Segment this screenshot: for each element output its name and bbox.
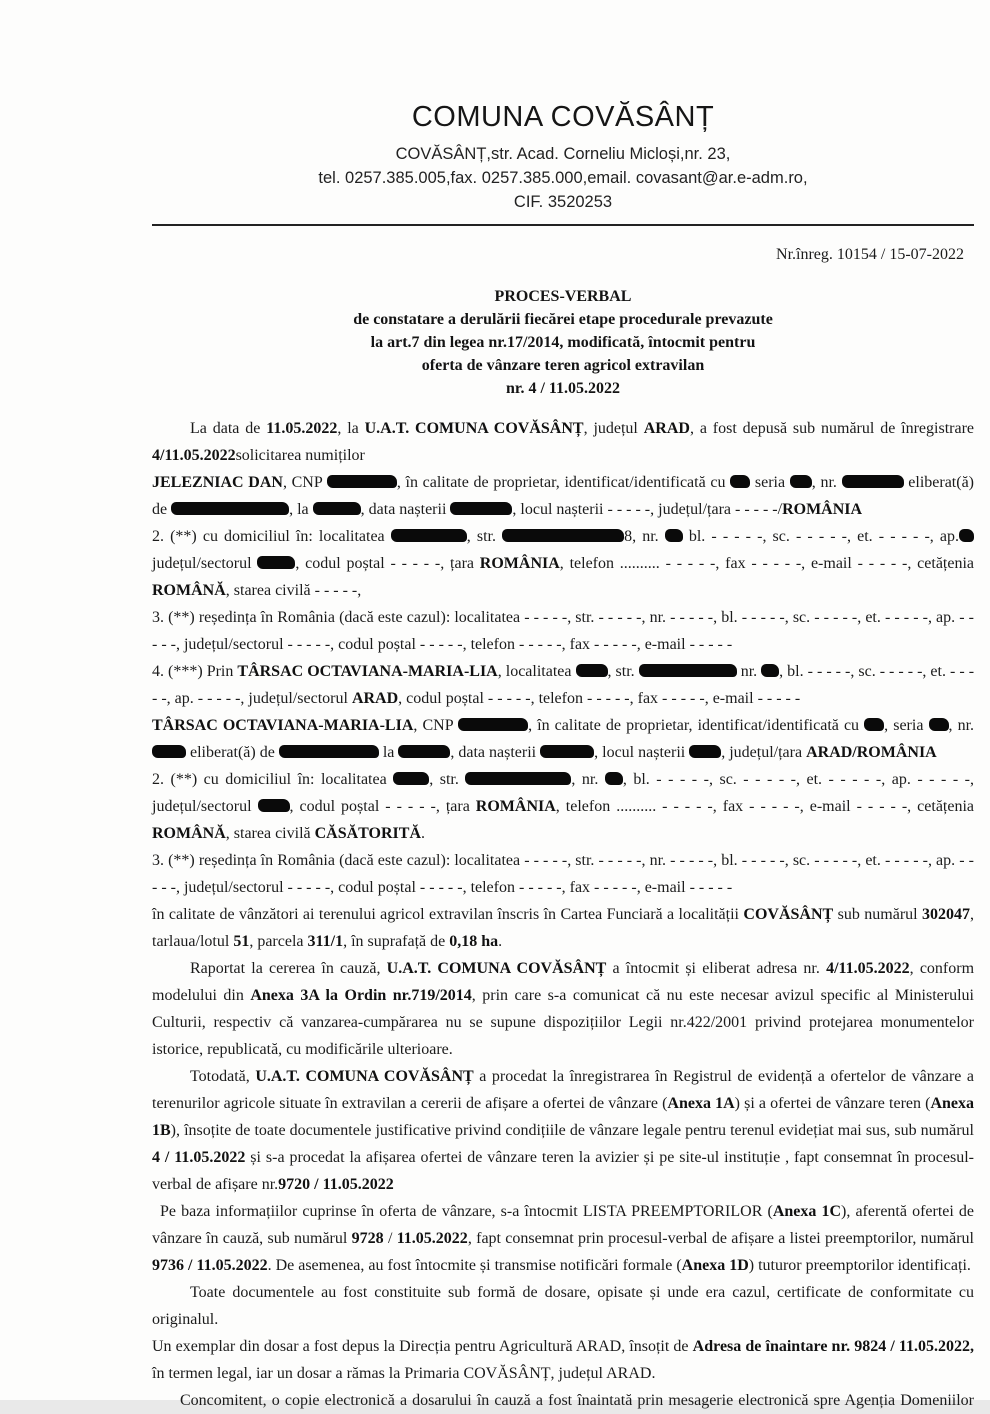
commune-address: COVĂSÂNȚ,str. Acad. Corneliu Micloși,nr. 23, [395,145,731,163]
text-run: , nr. [948,717,975,734]
bold-text-run: 9728 [351,1230,384,1247]
text-run: , CNP [282,474,327,491]
commune-cif: CIF. 3520253 [513,193,613,211]
text-run: în termen legal, iar un dosar a rămas la Primaria COVĂSÂNȚ, județul ARAD. [152,1365,656,1382]
bold-text-run: U.A.T. COMUNA COVĂSÂNȚ [255,1068,474,1085]
text-run: Totodată, [190,1068,256,1085]
title-line-3: la art.7 din legea nr.17/2014, modificată, întocmit pentru [370,334,756,351]
text-run: . [421,825,426,842]
redaction-box [540,745,594,758]
text-run: . [498,933,503,950]
redaction-box [665,529,683,542]
bold-text-run: JELEZNIAC DAN [152,474,283,491]
text-run: în calitate de vânzători ai terenului agricol extravilan înscris în Cartea Funciară a localității [152,906,744,923]
redaction-box [689,745,721,758]
paragraph-proxy [152,658,974,712]
text-run: 3. (**) reședința în România (dacă este cazul): localitatea - - - - -, str. - - - - -, nr. - - - - -, bl. - - - - -, sc. - - - - -, et. - - - - -, ap. - - - - -, județul/sectorul - - - - -, codul poștal - - - - -, telefon - - - - -, fax - - - - -, e-mail - - - - - [152,852,974,896]
title-line-2: de constatare a derulării fiecărei etape procedurale prevazute [353,311,773,328]
bold-text-run: 0,18 ha [449,933,499,950]
text-run: , nr. [811,474,842,491]
text-run: , data nașterii [450,744,541,761]
paragraph-seller2-identity [152,712,974,766]
paragraph-seller1-domicile [152,523,974,604]
redaction-box [458,718,528,731]
text-run: , localitatea [497,663,576,680]
redaction-box [502,529,624,542]
text-run: , bl. - - - - -, sc. - - - - -, et. - - - - -, ap. - - - - -, județul/sectorul [152,771,975,815]
commune-name: COMUNA COVĂSÂNȚ [411,101,715,133]
redaction-box [929,718,949,731]
bold-text-run: CĂSĂTORITĂ [314,825,422,842]
bold-text-run: 9720 / 11.05.2022 [278,1176,394,1193]
text-run: 8, nr. [624,528,665,545]
redaction-box [327,475,397,488]
redaction-box [398,745,450,758]
redaction-box [959,529,974,542]
text-run: , codul poștal - - - - -, telefon - - - - -, fax - - - - -, e-mail - - - - - [398,690,801,707]
text-run: eliberat(ă) de [186,744,279,761]
text-run: eliberat(ă) de [152,474,975,518]
redaction-box [391,529,467,542]
registration-number: Nr.înreg. 10154 / 15-07-2022 [776,246,964,263]
text-run: Pe baza informațiilor cuprinse în oferta de vânzare, s-a întocmit LISTA PREEMPTORILOR ( [160,1203,773,1220]
text-run: , str. [607,663,639,680]
text-run: Un exemplar din dosar a fost depus la Direcția pentru Agricultură ARAD, însoțit de [152,1338,693,1355]
text-run: Toate documentele au fost constituite sub formă de dosare, opisate și unde era cazul, certificate de conformitate cu originalul. [152,1284,974,1328]
paragraph-seller2-residence [152,847,974,901]
bold-text-run: TÂRSAC OCTAVIANA-MARIA-LIA [237,663,498,680]
bold-text-run: 11.05.2022 [396,1230,468,1247]
text-run: și s-a procedat la afișarea ofertei de vânzare teren la avizier și pe site-ul instituție , fapt consemnat în procesul-verbal de afișare nr. [152,1149,975,1193]
document-body [152,415,974,1414]
text-run: , bl. - - - - -, sc. - - - - -, et. - - - - -, ap. - - - - -, județul/sectorul [152,663,975,707]
redaction-box [639,664,737,677]
bold-text-run: Anexa 1B [152,1095,975,1139]
text-run: , fapt consemnat prin procesul-verbal de afișare a listei preemptorilor, numărul [467,1230,974,1247]
redaction-box [257,556,295,569]
header-divider [152,224,974,226]
bold-text-run: 311/1 [307,933,344,950]
text-run: , str. [466,528,503,545]
redaction-box [450,502,512,515]
bold-text-run: 4/11.05.2022 [152,447,236,464]
text-run: sub numărul [833,906,923,923]
text-run: 4. (***) Prin [152,663,238,680]
bold-text-run: ROMÂNĂ [152,582,226,599]
redaction-box [393,772,429,785]
bold-text-run: 51 [233,933,250,950]
text-run: a întocmit și eliberat adresa nr. [606,960,827,977]
bold-text-run: 4 / 11.05.2022 [152,1149,246,1166]
commune-contact: tel. 0257.385.005,fax. 0257.385.000,email. covasant@ar.e-adm.ro, [318,169,808,187]
text-run: , codul poștal - - - - -, țara [289,798,476,815]
text-run: ), însoțite de toate documentele justificative privind condițiile de vânzare legale pentru terenul evidețiat mai sus, sub numărul [170,1122,974,1139]
bold-text-run: 302047 [922,906,971,923]
bold-text-run: COVĂSÂNȚ [743,906,834,923]
paragraph-raportat [152,955,974,1063]
text-run: , județul/țara [721,744,807,761]
bold-text-run: ROMÂNĂ [152,825,226,842]
redaction-box [864,718,884,731]
redaction-box [605,772,623,785]
bold-text-run: Anexa 1C [772,1203,842,1220]
text-run: 2. (**) cu domiciliul în: localitatea [152,771,394,788]
text-run: Concomitent, o copie electronică a dosarului în cauză a fost înaintată prin mesagerie electronică spre Agenția Domeniilor [180,1392,974,1409]
text-run: ) și a ofertei de vânzare teren ( [734,1095,931,1112]
text-run: , CNP [413,717,459,734]
text-run: la [378,744,399,761]
text-run: județul/sectorul [152,555,258,572]
text-run: 3. (**) reședința în România (dacă este cazul): localitatea - - - - -, str. - - - - -, nr. - - - - -, bl. - - - - -, sc. - - - - -, et. - - - - -, ap. - - - - -, județul/sectorul - - - - -, codul poștal - - - - -, telefon - - - - -, fax - - - - -, e-mail - - - - - [152,609,974,653]
text-run: / [383,1230,397,1247]
bold-text-run: Anexa 3A la Ordin nr.719/2014 [250,987,472,1004]
letterhead [152,100,974,214]
text-run: , conform modelului din [152,960,975,1004]
text-run: ), aferentă ofertei de vânzare în cauză, sub numărul [152,1203,975,1247]
redaction-box [790,475,812,488]
redaction-box [258,799,290,812]
text-run: , seria [884,717,929,734]
text-run: seria [750,474,790,491]
text-run: a procedat la înregistrarea în Registrul de evidență a ofertelor de vânzare a terenurilor agricole situate în extravilan a cererii de afișare a ofertei de vânzare ( [152,1068,975,1112]
text-run: , nr. [571,771,605,788]
text-run: , județul [583,420,644,437]
text-run: 2. (**) cu domiciliul în: localitatea [152,528,391,545]
text-run: , data nașterii [360,501,451,518]
bold-text-run: ARAD/ROMÂNIA [806,744,937,761]
text-run: , locul nașterii - - - - -, județul/țara - - - - -/ [512,501,783,518]
paragraph-seller1-identity [152,469,974,523]
title-line-1: PROCES-VERBAL [494,288,632,305]
text-run: , starea civilă [225,825,315,842]
text-run: , la [337,420,365,437]
text-run: , a fost depusă sub numărul de înregistrare [689,420,974,437]
text-run: , locul nașterii [594,744,690,761]
bold-text-run: 9736 / 11.05.2022 [152,1257,268,1274]
paragraph-preemptors [152,1198,974,1279]
bold-text-run: U.A.T. COMUNA COVĂSÂNȚ [386,960,607,977]
text-run: nr. [736,663,762,680]
bold-text-run: ROMÂNIA [782,501,863,518]
paragraph-exemplar [152,1333,974,1387]
paragraph-dossiers [152,1279,974,1333]
bold-text-run: ARAD [351,690,399,707]
paragraph-seller1-residence [152,604,974,658]
redaction-box [730,475,750,488]
bold-text-run: TÂRSAC OCTAVIANA-MARIA-LIA [152,717,414,734]
paragraph-intro [152,415,974,469]
redaction-box [761,664,779,677]
redaction-box [576,664,608,677]
text-run: bl. - - - - -, sc. - - - - -, et. - - - - -, ap. [682,528,960,545]
text-run: , prin care s-a comunicat că nu este necesar avizul specific al Ministerului Culturii, respectiv că vanzarea-cumpărarea nu se supune dispozițiilor Legii nr.422/2001 privind protejarea monumentelor istorice, republicată, cu modificările ulterioare. [152,987,974,1058]
text-run: , la [289,501,313,518]
text-run: , în suprafață de [343,933,450,950]
paragraph-concomitent [152,1387,974,1414]
text-run: , parcela [249,933,308,950]
paragraph-land-details [152,901,974,955]
text-run: , telefon .......... - - - - -, fax - - - - -, e-mail - - - - -, cetățenia [555,798,975,815]
paragraph-seller2-domicile [152,766,974,847]
text-run: . De asemenea, au fost întocmite și transmise notificări formale ( [267,1257,682,1274]
bold-text-run: U.A.T. COMUNA COVĂSÂNȚ [364,420,584,437]
text-run: , codul poștal - - - - -, țara [295,555,480,572]
redaction-box [279,745,379,758]
redaction-box [842,475,904,488]
bold-text-run: Adresa de înaintare nr. 9824 / 11.05.2022, [692,1338,975,1355]
text-run: solicitarea numiților [235,447,365,464]
bold-text-run: Anexa 1D [681,1257,749,1274]
bold-text-run: ROMÂNIA [479,555,560,572]
redaction-box [313,502,361,515]
title-line-4: oferta de vânzare teren agricol extravilan [421,357,705,374]
text-run: Raportat la cererea în cauză, [190,960,387,977]
text-run: , tarlaua/lotul [152,906,975,950]
text-run: ) tuturor preemptorilor identificați. [748,1257,971,1274]
text-run: , în calitate de proprietar, identificat/identificată cu [528,717,865,734]
paragraph-totodata [152,1063,974,1198]
bold-text-run: ROMÂNIA [475,798,556,815]
text-run: La data de [190,420,267,437]
redaction-box [171,502,289,515]
text-run: , starea civilă - - - - -, [225,582,362,599]
bold-text-run: Anexa 1A [667,1095,735,1112]
bold-text-run: 4/11.05.2022 [826,960,910,977]
redaction-box [465,772,571,785]
document-title [152,285,974,400]
bold-text-run: ARAD [643,420,690,437]
title-line-5: nr. 4 / 11.05.2022 [505,380,621,397]
bold-text-run: 11.05.2022 [266,420,338,437]
text-run: , str. [429,771,466,788]
text-run: , în calitate de proprietar, identificat/identificată cu [396,474,731,491]
text-run: , telefon .......... - - - - -, fax - - - - -, e-mail - - - - -, cetățenia [559,555,975,572]
redaction-box [152,745,186,758]
